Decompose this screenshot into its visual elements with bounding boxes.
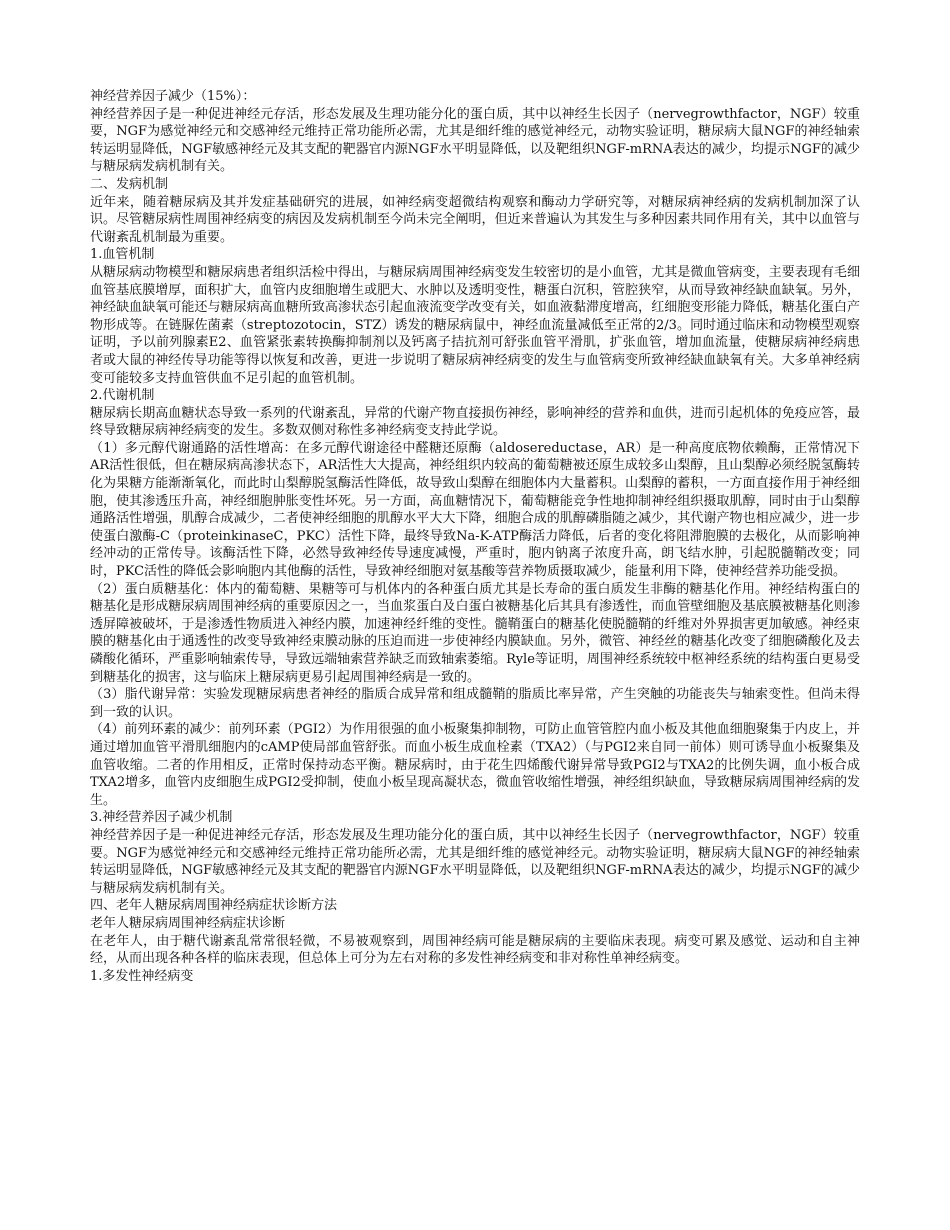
paragraph-polyol-pathway: （1）多元醇代谢通路的活性增高：在多元醇代谢途径中醛糖还原酶（aldosereductase，AR）是一种高度底物依赖酶，正常情况下AR活性很低，但在糖尿病高渗状态下，AR活性大大提高，神经组织内较高的葡萄糖被还原生成较多山梨醇，且山梨醇必须经脱氢酶转化为果糖方能渐渐氧化，而此时山梨醇脱氢酶活性降低，故导致山梨醇在细胞体内大量蓄积。山梨醇的蓄积，一方面直接作用于神经细胞，使其渗透压升高，神经细胞肿胀变性坏死。另一方面，高血糖情况下，葡萄糖能竞争性地抑制神经组织摄取肌醇，同时由于山梨醇通路活性增强，肌醇合成减少，二者使神经细胞的肌醇水平大大下降，细胞合成的肌醇磷脂随之减少，其代谢产物也相应减少，进一步使蛋白激酶-C（proteinkinaseC，PKC）活性下降，最终导致Na-K-ATP酶活力降低，后者的变化将阻滞胞膜的去极化，从而影响神经冲动的正常传导。该酶活性下降，必然导致神经传导速度减慢，严重时，胞内钠离子浓度升高，朗飞结水肿，引起脱髓鞘改变；同时，PKC活性的降低会影响胞内其他酶的活性，导致神经细胞对氨基酸等营养物质摄取减少，能量利用下降，使神经营养功能受损。 [90,440,860,580]
section-heading-pathogenesis: 二、发病机制 [90,176,169,192]
paragraph-neurotrophic-mechanism: 神经营养因子是一种促进神经元存活，形态发展及生理功能分化的蛋白质，其中以神经生长因子（nervegrowthfactor，NGF）较重要。NGF为感觉神经元和交感神经元维持正常功能所必需，尤其是细纤维的感觉神经元。动物实验证明，糖尿病大鼠NGF的神经轴索转运明显降低，NGF敏感神经元及其支配的靶器官内源NGF水平明显降低，以及靶组织NGF-mRNA表达的减少，均提示NGF的减少与糖尿病发病机制有关。 [90,827,860,896]
paragraph-ngf-intro: 神经营养因子是一种促进神经元存活，形态发展及生理功能分化的蛋白质，其中以神经生长因子（nervegrowthfactor，NGF）较重要，NGF为感觉神经元和交感神经元维持正常功能所必需，尤其是细纤维的感觉神经元，动物实验证明，糖尿病大鼠NGF的神经轴索转运明显降低，NGF敏感神经元及其支配的靶器官内源NGF水平明显降低，以及靶组织NGF-mRNA表达的减少，均提示NGF的减少与糖尿病发病机制有关。 [90,106,860,175]
subheading-vascular-mechanism: 1.血管机制 [90,247,155,263]
paragraph-vascular-mechanism: 从糖尿病动物模型和糖尿病患者组织活检中得出，与糖尿病周围神经病变发生较密切的是小血管，尤其是微血管病变，主要表现有毛细血管基底膜增厚，面积扩大，血管内皮细胞增生或肥大、水肿以及透明变性，糖蛋白沉积，管腔狭窄，从而导致神经缺血缺氧。另外，神经缺血缺氧可能还与糖尿病高血糖所致高渗状态引起血液流变学改变有关，如血液黏滞度增高，红细胞变形能力降低，糖基化蛋白产物形成等。在链脲佐菌素（streptozotocin，STZ）诱发的糖尿病鼠中，神经血流量减低至正常的2/3。同时通过临床和动物模型观察证明，予以前列腺素E2、血管紧张素转换酶抑制剂以及钙离子拮抗剂可舒张血管平滑肌，扩张血管，增加血流量，使糖尿病神经病患者或大鼠的神经传导功能等得以恢复和改善，更进一步说明了糖尿病神经病变的发生与血管病变所致神经缺血缺氧有关。大多单神经病变可能较多支持血管供血不足引起的血管机制。 [90,264,860,386]
paragraph-protein-glycation: （2）蛋白质糖基化：体内的葡萄糖、果糖等可与机体内的各种蛋白质尤其是长寿命的蛋白质发生非酶的糖基化作用。神经结构蛋白的糖基化是形成糖尿病周围神经病的重要原因之一，当血浆蛋白及白蛋白被糖基化后其具有渗透性，而血管壁细胞及基底膜被糖基化则渗透屏障被破坏，于是渗透性物质进入神经内膜，加速神经纤维的变性。髓鞘蛋白的糖基化使脱髓鞘的纤维对外界损害更加敏感。神经束膜的糖基化由于通透性的改变导致神经束膜动脉的压迫而进一步使神经内膜缺血。另外，微管、神经丝的糖基化改变了细胞磷酸化及去磷酸化循环，严重影响轴索传导，导致远端轴索营养缺乏而致轴索萎缩。Ryle等证明，周围神经系统较中枢神经系统的结构蛋白更易受到糖基化的损害，这与临床上糖尿病更易引起周围神经病是一致的。 [90,581,860,685]
subheading-ngf-reduction: 神经营养因子减少（15%）： [90,89,256,104]
paragraph-metabolic-intro: 糖尿病长期高血糖状态导致一系列的代谢紊乱，异常的代谢产物直接损伤神经，影响神经的营养和血供，进而引起机体的免疫应答，最终导致糖尿病神经病变的发生。多数双侧对称性多神经病变支持此学说。 [90,405,860,439]
subheading-elderly-diagnosis: 老年人糖尿病周围神经病症状诊断 [90,915,286,931]
subheading-neurotrophic-mechanism: 3.神经营养因子减少机制 [90,810,233,826]
paragraph-prostacyclin: （4）前列环素的减少：前列环素（PGI2）为作用很强的血小板聚集抑制物，可防止血管管腔内血小板及其他血细胞聚集于内皮上，并通过增加血管平滑肌细胞内的cAMP使局部血管舒张。而血小板生成血栓素（TXA2）（与PGI2来自同一前体）则可诱导血小板聚集及血管收缩。二者的作用相反，正常时保持动态平衡。糖尿病时，由于花生四烯酸代谢异常导致PGI2与TXA2的比例失调，血小板合成TXA2增多，血管内皮细胞生成PGI2受抑制，使血小板呈现高凝状态，微血管收缩性增强，神经组织缺血，导致糖尿病周围神经病的发生。 [90,722,860,808]
subheading-metabolic-mechanism: 2.代谢机制 [90,388,155,404]
section-heading-diagnosis-methods: 四、老年人糖尿病周围神经病症状诊断方法 [90,898,338,914]
paragraph-lipid-metabolism: （3）脂代谢异常：实验发现糖尿病患者神经的脂质合成异常和组成髓鞘的脂质比率异常，产生突触的功能丧失与轴索变性。但尚未得到一致的认识。 [90,687,860,720]
subheading-polyneuropathy: 1.多发性神经病变 [90,968,194,984]
paragraph-elderly-diagnosis: 在老年人，由于糖代谢紊乱常常很轻微，不易被观察到，周围神经病可能是糖尿病的主要临床表现。病变可累及感觉、运动和自主神经，从而出现各种各样的临床表现，但总体上可分为左右对称的多发性神经病变和非对称性单神经病变。 [90,933,860,967]
paragraph-pathogenesis-intro: 近年来，随着糖尿病及其并发症基础研究的进展，如神经病变超微结构观察和酶动力学研究等，对糖尿病神经病的发病机制加深了认识。尽管糖尿病性周围神经病变的病因及发病机制至今尚未完全阐明，但近来普遍认为其发生与多种因素共同作用有关，其中以血管与代谢紊乱机制最为重要。 [90,194,860,245]
